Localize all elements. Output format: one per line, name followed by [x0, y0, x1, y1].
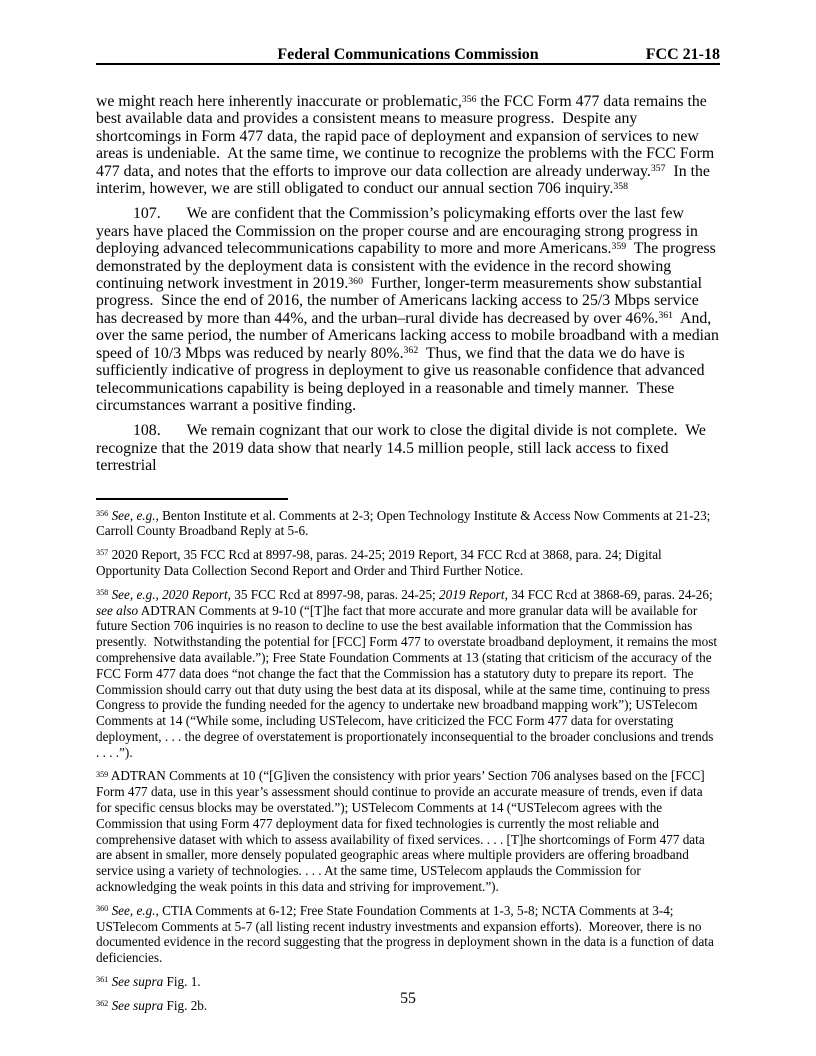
page-footer	[96, 990, 720, 1008]
footnote-ref: 362	[96, 999, 109, 1009]
text-run: 2019 Report	[439, 586, 505, 602]
text-run: We remain cognizant that our work to close the digital divide is not complete. We recognize that the 2019 data show that nearly 14.5 million people, still lack access to fixed terrestrial	[96, 422, 710, 475]
footnote-ref: 358	[96, 588, 109, 598]
text-run: ADTRAN Comments at 10 (“[G]iven the consistency with prior years’ Section 706 analyses based on the [FCC] Form 477 data, use in this year’s assessment should continue to provide an accurate measure of trends, even if data for specific census blocks may be overstated.”); USTelecom Comments at 14 (“USTelecom agrees with the Commission that using Form 477 deployment data for fixed technologies is currently the most reliable and comprehensive dataset with which to assess availability of fixed services. . . . [T]he shortcomings of Form 477 data are absent in smaller, more densely populated geographic areas where multiple providers are offering broadband service using a variety of technologies. . . . At the same time, USTelecom applauds the Commission for acknowledging the weak points in this data and striving for improvement.”).	[96, 768, 708, 895]
footnote-ref: 362	[403, 345, 419, 357]
text-run: Further, longer-term measurements show substantial progress. Since the end of 2016, the number of Americans lacking access to 25/3 Mbps service has decreased by more than 44%, and the urban–rural divide has decreased by over 46%.	[96, 275, 706, 327]
footnotes-section	[96, 508, 720, 1014]
page-header	[96, 47, 720, 65]
text-run: the FCC Form 477 data remains the best available data and provides a consistent means to measure progress. Despite any shortcomings in Form 477 data, the rapid pace of deployment and expansion of services to new areas is undeniable. At the same time, we continue to recognize the problems with the FCC Form 477 data, and notes that the efforts to improve our data collection are already underway.	[96, 93, 719, 180]
text-run: Fig. 1.	[163, 974, 201, 990]
text-run: See supra	[111, 997, 164, 1013]
footnote-ref: 359	[611, 240, 627, 252]
footnote-ref: 356	[461, 93, 477, 105]
footnote	[96, 768, 720, 894]
footnote-ref: 357	[650, 163, 666, 175]
footnote-ref: 356	[96, 508, 109, 518]
text-run: And, over the same period, the number of Americans lacking access to mobile broadband with a median speed of 10/3 Mbps was reduced by nearly 80%.	[96, 309, 723, 362]
text-run: Benton Institute et al. Comments at 2-3; Open Technology Institute & Access Now Comments at 21-23; Carroll County Broadband Reply at 5-6.	[96, 507, 714, 539]
footnote-ref: 361	[658, 310, 674, 322]
paragraph-number: 108.	[133, 422, 161, 440]
footnote	[96, 508, 720, 540]
text-run: In the interim, however, we are still obligated to conduct our annual section 706 inquiry.	[96, 162, 714, 198]
footnote-ref: 357	[96, 548, 109, 558]
footnote-ref: 358	[613, 180, 628, 192]
footnote	[96, 974, 720, 990]
text-run: Fig. 2b.	[163, 997, 208, 1013]
footnote-separator	[96, 498, 288, 500]
footnote-ref: 359	[96, 769, 109, 779]
text-run: 2020 Report, 35 FCC Rcd at 8997-98, paras. 24-25; 2019 Report, 34 FCC Rcd at 3868, para. 24; Digital Opportunity Data Collection Second Report and Order and Third Further Notice.	[96, 547, 666, 578]
text-run: , 35 FCC Rcd at 8997-98, paras. 24-25;	[227, 586, 440, 602]
text-run: , 34 FCC Rcd at 3868-69, paras. 24-26;	[504, 586, 716, 602]
text-run: See, e.g.,	[111, 586, 159, 602]
header-doc-number: FCC 21-18	[645, 46, 720, 63]
page-number: 55	[400, 990, 416, 1007]
footnote	[96, 903, 720, 966]
body-paragraphs	[96, 93, 723, 475]
footnote-ref: 360	[96, 904, 109, 914]
footnote-ref: 361	[96, 975, 109, 985]
text-run: See, e.g.,	[111, 507, 159, 523]
text-run: CTIA Comments at 6-12; Free State Foundation Comments at 1-3, 5-8; NCTA Comments at 3-4; USTelecom Comments at 5-7 (all listing recent industry investments and expansion efforts). Moreover, there is no documented evidence in the record suggesting that the progress in deployment shown in the data is a function of data deficiencies.	[96, 902, 718, 966]
body-paragraph	[96, 422, 720, 474]
header-title: Federal Communications Commission	[277, 46, 539, 63]
footnote	[96, 547, 720, 579]
text-run: Thus, we find that the data we do have is sufficiently indicative of progress in deployment to give us reasonable confidence that advanced telecommunications capability is being deployed in a reasonable and timely manner. These circumstances warrant a positive finding.	[96, 344, 709, 414]
text-run: See supra	[111, 974, 164, 990]
body-paragraph	[96, 205, 723, 414]
text-run: The progress demonstrated by the deployment data is consistent with the evidence in the record showing continuing network investment in 2019.	[96, 240, 720, 293]
footnote	[96, 587, 720, 761]
text-run: we might reach here inherently inaccurate or problematic,	[96, 93, 462, 110]
text-run: see also	[96, 602, 139, 618]
paragraph-number: 107.	[133, 205, 161, 223]
body-paragraph	[96, 93, 720, 197]
text-run: ADTRAN Comments at 9-10 (“[T]he fact that more accurate and more granular data will be available for future Section 706 inquiries is no reason to decline to use the best available information that the Commission has presently. Notwithstanding the potential for [FCC] Form 477 to overstate broadband deployment, it remains the most comprehensive data available.”); Free State Foundation Comments at 13 (stating that criticism of the accuracy of the FCC Form 477 data does “not change the fact that the Commission has a statutory duty to prepare its report. The Commission should carry out that duty using the best data at its disposal, while at the same time, continuing to press Congress to provide the funding needed for the agency to undertake new broadband mapping work”); USTelecom Comments at 14 (“While some, including USTelecom, have criticized the FCC Form 477 data for overstating deployment, . . . the degree of overstatement is proportionately inconsequential to the broader conclusions and trends . . . .”).	[96, 602, 721, 760]
text-run: 2020 Report	[162, 586, 228, 602]
text-run: See, e.g.,	[111, 902, 159, 918]
text-run: We are confident that the Commission’s policymaking efforts over the last few years have placed the Commission on the proper course and are encouraging strong progress in deploying advanced telecommunications capability to more and more Americans.	[96, 205, 702, 258]
footnote-ref: 360	[348, 275, 363, 287]
page-content	[96, 46, 723, 1022]
